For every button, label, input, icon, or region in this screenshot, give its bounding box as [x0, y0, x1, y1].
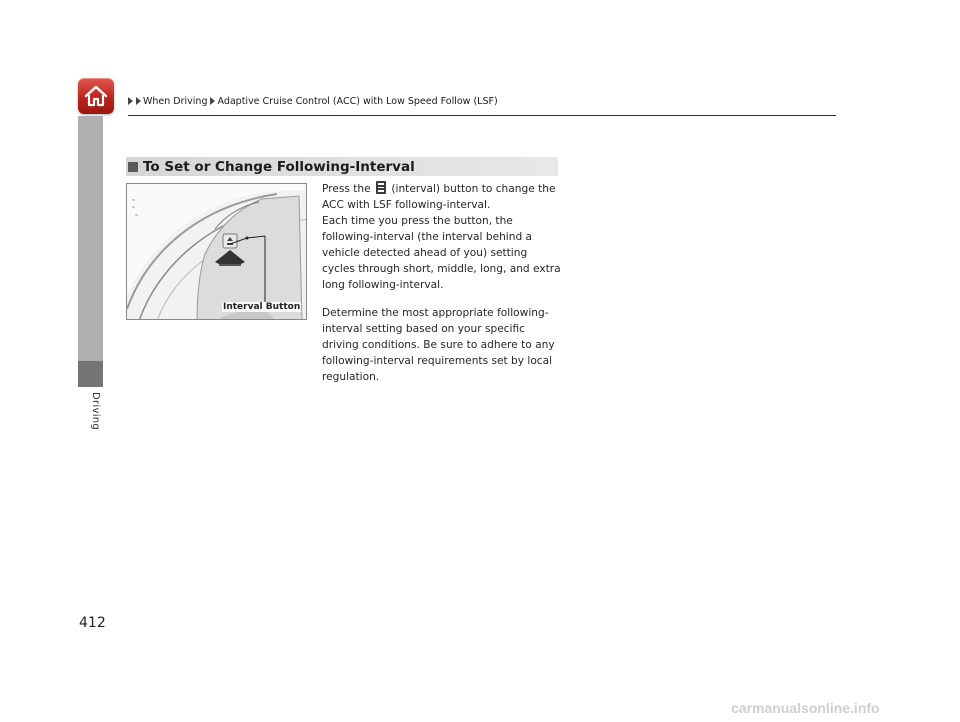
sidebar-tab-active[interactable]: [78, 361, 103, 387]
home-button[interactable]: [78, 78, 114, 114]
body-text: [322, 181, 562, 397]
paragraph-text: (interval) button to change the ACC with LSF following-interval.: [322, 183, 556, 211]
sidebar-section-label: Driving: [90, 392, 101, 431]
section-square-icon: [128, 162, 138, 172]
header-divider: [128, 115, 836, 116]
breadcrumb-item-when-driving[interactable]: When Driving: [143, 95, 208, 107]
paragraph-text: Each time you press the button, the following-interval (the interval behind a vehicle detected ahead of you) setting cycles through short, middle, long, and extra long following-interval.: [322, 215, 561, 291]
breadcrumb-arrow-icon: [136, 97, 141, 105]
home-icon: [83, 84, 109, 108]
steering-wheel-figure: [126, 183, 307, 320]
steering-wheel-illustration: [127, 184, 307, 320]
breadcrumb-arrow-icon: [210, 97, 215, 105]
sidebar-tab: [78, 116, 103, 361]
section-header: [126, 157, 558, 176]
interval-button-icon: [376, 181, 386, 194]
figure-caption: Interval Button: [223, 302, 301, 312]
page-number: 412: [79, 615, 106, 631]
paragraph-text: Press the: [322, 183, 371, 195]
paragraph-press-interval: [322, 181, 562, 293]
breadcrumb: [128, 94, 501, 108]
section-title: To Set or Change Following-Interval: [143, 158, 415, 175]
paragraph-determine-interval: Determine the most appropriate following-interval setting based on your specific driving conditions. Be sure to adhere to any following-interval requirements set by local regulation.: [322, 307, 555, 383]
breadcrumb-item-acc-lsf[interactable]: Adaptive Cruise Control (ACC) with Low Speed Follow (LSF): [217, 95, 498, 107]
breadcrumb-arrow-icon: [128, 97, 133, 105]
watermark: carmanualsonline.info: [731, 700, 880, 716]
